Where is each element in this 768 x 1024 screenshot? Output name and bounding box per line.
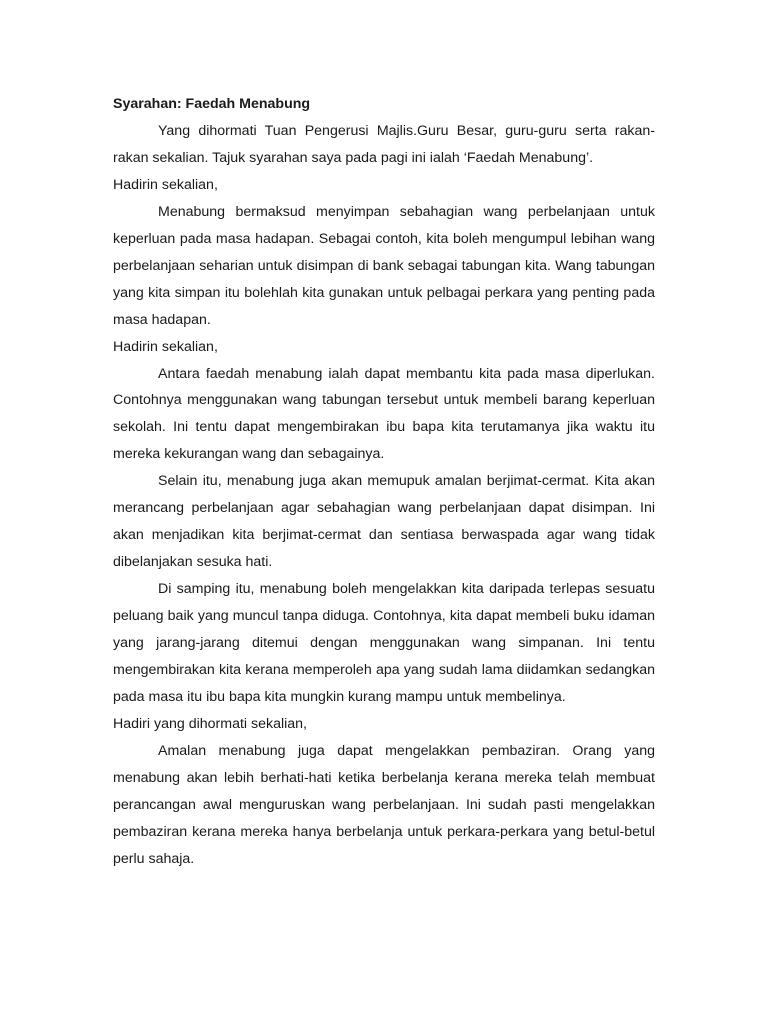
salutation: Hadirin sekalian, xyxy=(113,176,218,193)
paragraph-benefit-thrift: Selain itu, menabung juga akan memupuk amalan berjimat-cermat. Kita akan merancang perbelanjaan agar sebahagian wang perbelanjaan dapat disimpan. Ini akan menjadikan kita berjimat-cermat dan sentiasa berwaspada agar wang tidak dibelanjakan sesuka hati. xyxy=(113,473,655,571)
salutation: Hadirin sekalian, xyxy=(113,338,218,355)
paragraph-definition: Menabung bermaksud menyimpan sebahagian wang perbelanjaan untuk keperluan pada masa hadapan. Sebagai contoh, kita boleh mengumpul lebihan wang perbelanjaan seharian untuk disimpan di bank sebagai tabungan kita. Wang tabungan yang kita simpan itu bolehlah kita gunakan untuk pelbagai perkara yang penting pada masa hadapan. xyxy=(113,203,655,328)
paragraph-benefit-help: Antara faedah menabung ialah dapat membantu kita pada masa diperlukan. Contohnya menggunakan wang tabungan tersebut untuk membeli barang keperluan sekolah. Ini tentu dapat mengembirakan ibu bapa kita terutamanya jika waktu itu mereka kekurangan wang dan sebagainya. xyxy=(113,365,655,463)
salutation: Hadiri yang dihormati sekalian, xyxy=(113,715,307,732)
paragraph-benefit-waste: Amalan menabung juga dapat mengelakkan pembaziran. Orang yang menabung akan lebih berhati-hati ketika berbelanja kerana mereka telah membuat perancangan awal menguruskan wang perbelanjaan. Ini sudah pasti mengelakkan pembaziran kerana mereka hanya berbelanja untuk perkara-perkara yang betul-betul perlu sahaja. xyxy=(113,742,655,867)
paragraph-opening: Yang dihormati Tuan Pengerusi Majlis.Guru Besar, guru-guru serta rakan-rakan sekalian. Tajuk syarahan saya pada pagi ini ialah ‘Faedah Menabung’. xyxy=(113,122,655,166)
paragraph-benefit-opportunity: Di samping itu, menabung boleh mengelakkan kita daripada terlepas sesuatu peluang baik yang muncul tanpa diduga. Contohnya, kita dapat membeli buku idaman yang jarang-jarang ditemui dengan menggunakan wang simpanan. Ini tentu mengembirakan kita kerana memperoleh apa yang sudah lama diidamkan sedangkan pada masa itu ibu bapa kita mungkin kurang mampu untuk membelinya. xyxy=(113,581,655,705)
document-body xyxy=(113,91,655,873)
document-title: Syarahan: Faedah Menabung xyxy=(113,96,311,112)
